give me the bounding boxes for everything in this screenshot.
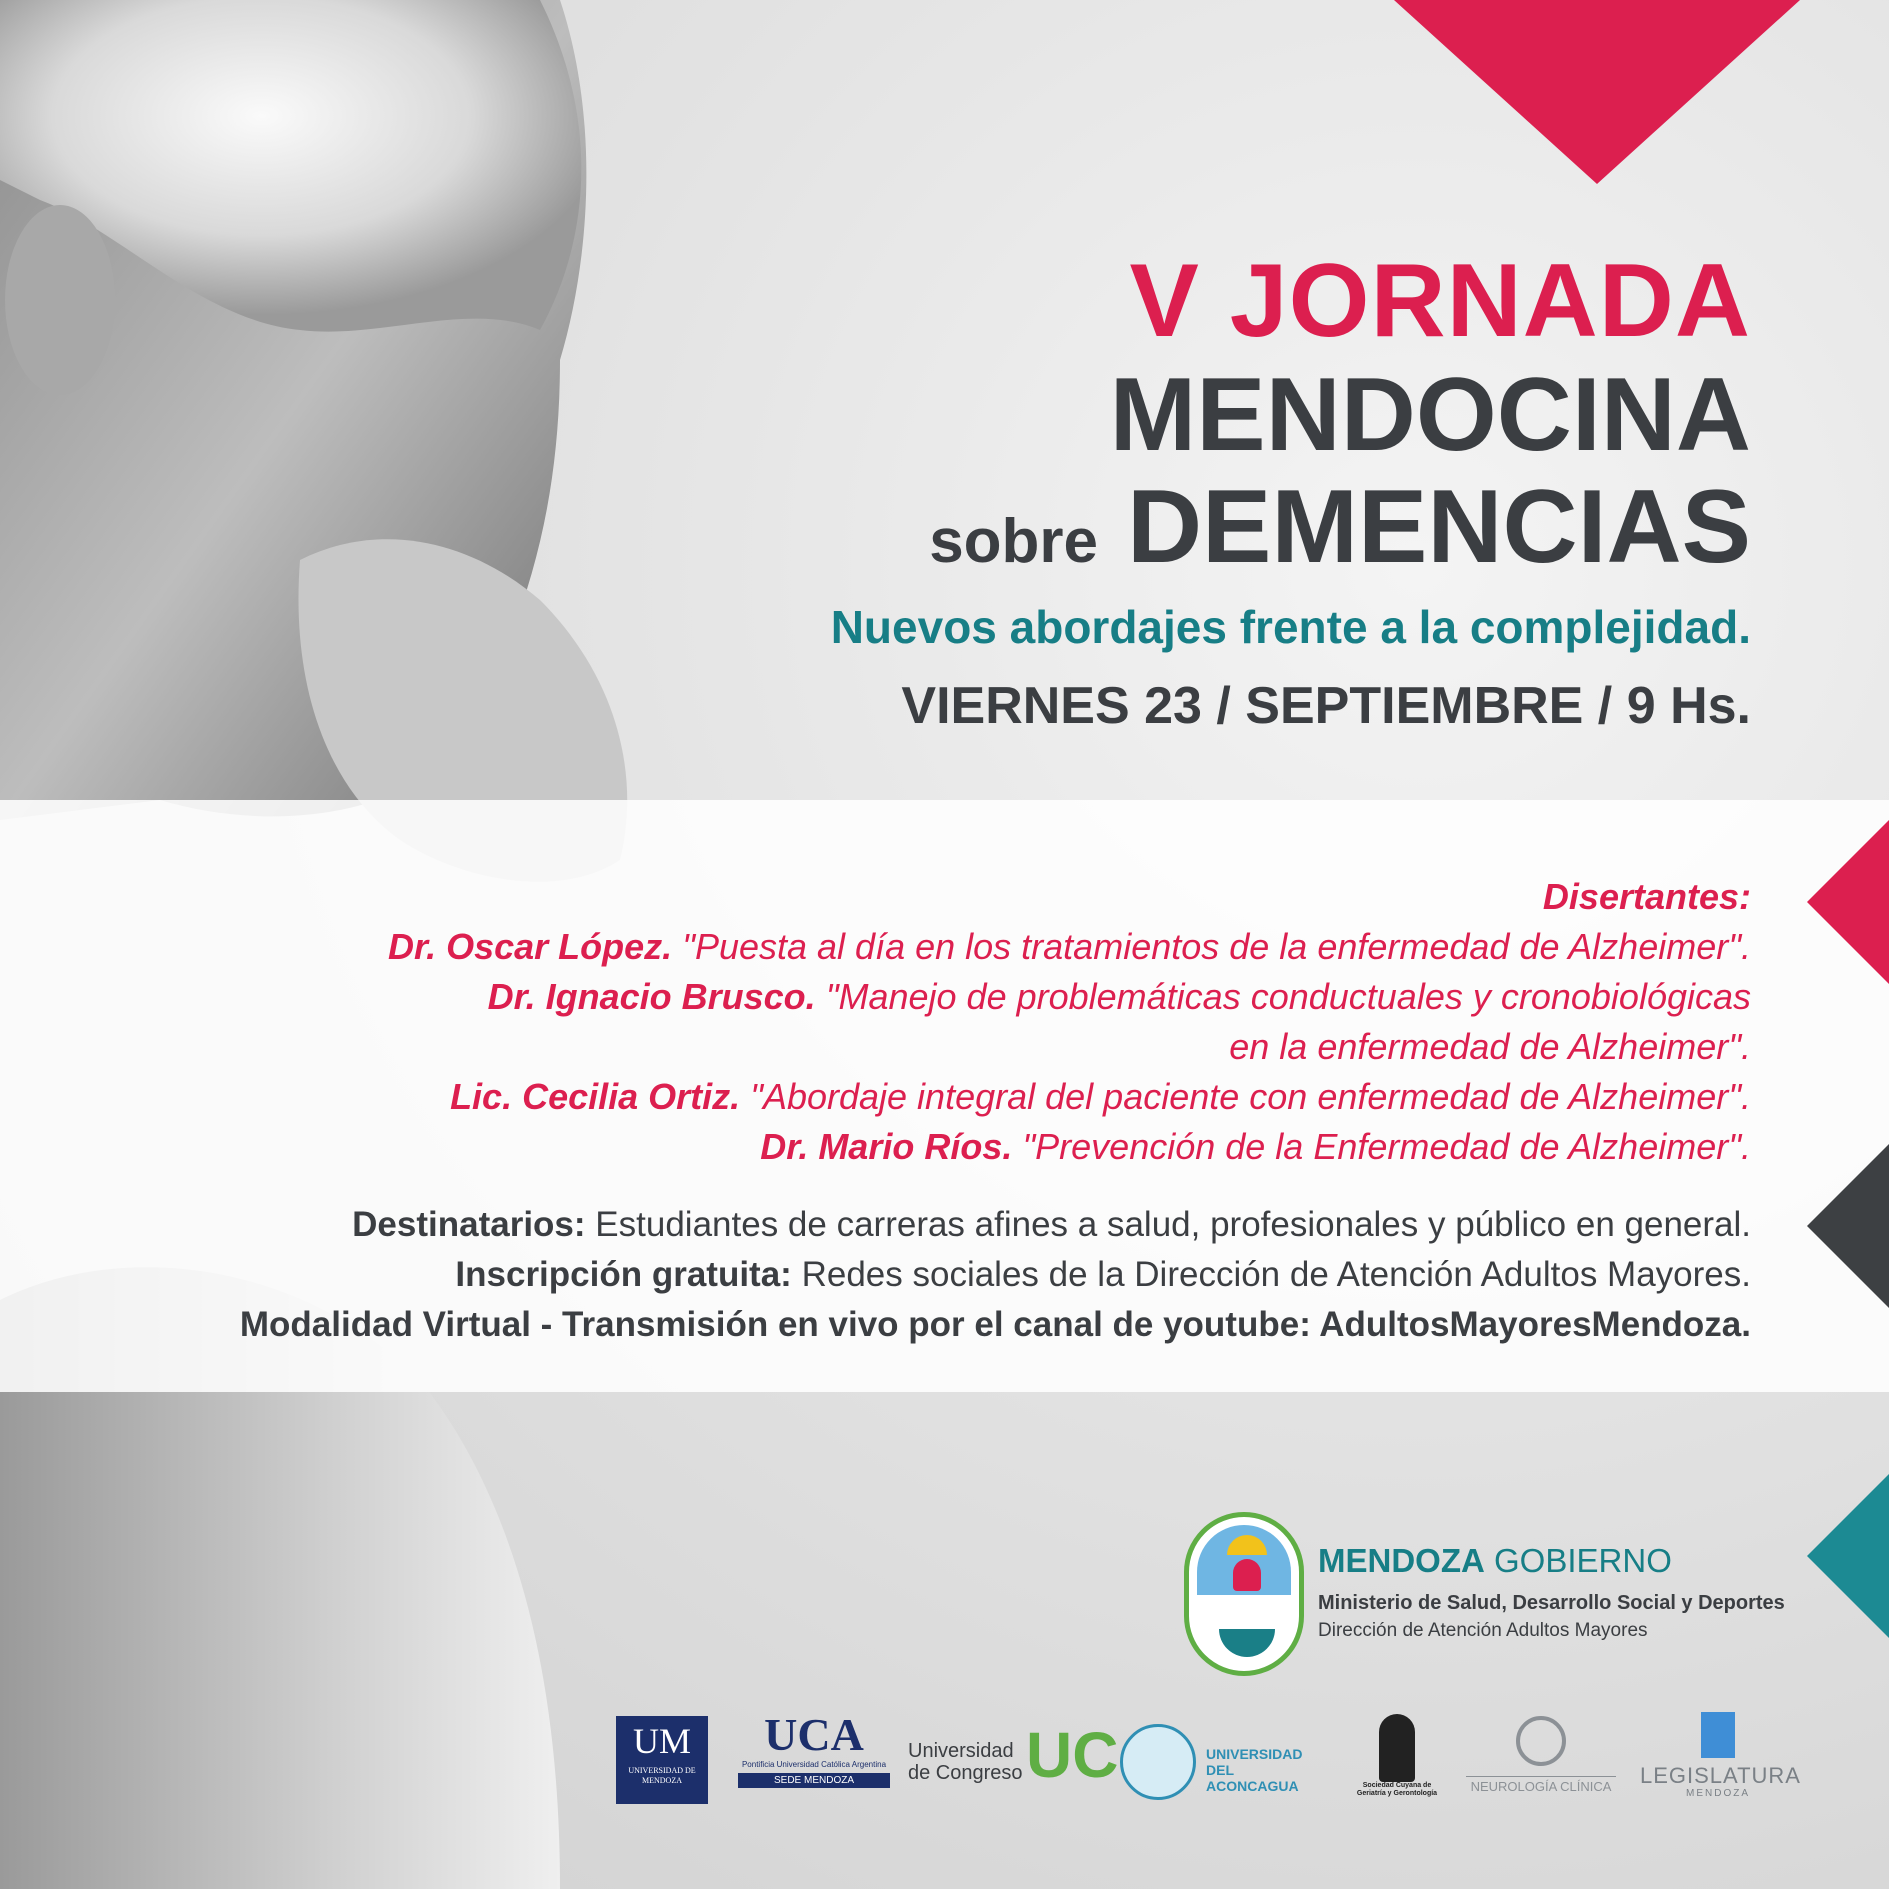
tree-figure-icon	[1379, 1714, 1415, 1782]
building-icon	[1701, 1712, 1735, 1758]
speaker-name: Dr. Oscar López.	[388, 926, 673, 967]
speaker-name: Lic. Cecilia Ortiz.	[450, 1076, 741, 1117]
speaker-talk-continued: en la enfermedad de Alzheimer".	[1229, 1026, 1751, 1067]
audience-line	[240, 1200, 1751, 1250]
registration-line	[240, 1250, 1751, 1300]
um-logo: UM UNIVERSIDAD DE MENDOZA	[616, 1716, 708, 1804]
sponsor-logos	[600, 1710, 1820, 1820]
audience-text: Estudiantes de carreras afines a salud, profesionales y público en general.	[595, 1205, 1751, 1244]
registration-text: Redes sociales de la Dirección de Atención Adultos Mayores.	[801, 1255, 1751, 1294]
registration-label: Inscripción gratuita:	[455, 1255, 792, 1294]
neurologia-clinica-logo: NEUROLOGÍA CLÍNICA	[1466, 1710, 1616, 1810]
speaker-item	[388, 1122, 1751, 1172]
speaker-talk: "Prevención de la Enfermedad de Alzheimer".	[1022, 1126, 1751, 1167]
title-line-1: V JORNADA	[1129, 243, 1751, 359]
modality-text: Modalidad Virtual - Transmisión en vivo por el canal de youtube: AdultosMayoresMendoza.	[239, 1305, 1751, 1344]
brain-circle-icon	[1516, 1716, 1566, 1766]
event-date: VIERNES 23 / SEPTIEMBRE / 9 Hs.	[901, 677, 1751, 735]
speakers-heading: Disertantes:	[1542, 876, 1751, 917]
speaker-talk: "Puesta al día en los tratamientos de la enfermedad de Alzheimer".	[682, 926, 1751, 967]
side-triangle-red	[1807, 820, 1889, 984]
legislatura-logo: LEGISLATURA MENDOZA	[1640, 1710, 1796, 1810]
title-prefix: sobre	[929, 507, 1099, 576]
ministry-name: Ministerio de Salud, Desarrollo Social y Deportes	[1318, 1592, 1785, 1614]
universidad-de-congreso-logo: Universidad de Congreso UC	[908, 1719, 1119, 1791]
direction-name: Dirección de Atención Adultos Mayores	[1318, 1620, 1648, 1641]
modality-line	[240, 1300, 1751, 1350]
government-name: MENDOZA GOBIERNO	[1318, 1542, 1672, 1579]
subtitle: Nuevos abordajes frente a la complejidad.	[830, 601, 1751, 653]
government-logo	[1184, 1512, 1785, 1682]
title-main: DEMENCIAS	[1126, 469, 1751, 585]
speaker-talk: "Manejo de problemáticas conductuales y cronobiológicas	[825, 976, 1751, 1017]
speaker-name: Dr. Ignacio Brusco.	[487, 976, 816, 1017]
side-triangle-teal	[1807, 1474, 1889, 1638]
speakers-block	[388, 872, 1751, 1172]
title-line-3	[929, 468, 1751, 587]
aconcagua-logo: UNIVERSIDAD DEL ACONCAGUA	[1120, 1710, 1330, 1810]
side-triangle-dark	[1807, 1144, 1889, 1308]
top-triangle-decoration	[1394, 0, 1800, 184]
audience-label: Destinatarios:	[352, 1205, 586, 1244]
event-info	[240, 1200, 1751, 1350]
speaker-item	[388, 972, 1751, 1022]
sociedad-geriatria-logo: Sociedad Cuyana de Geriatría y Gerontología	[1352, 1710, 1442, 1810]
uca-logo: UCA Pontificia Universidad Católica Argentina SEDE MENDOZA	[738, 1710, 890, 1810]
aconcagua-seal-icon	[1120, 1724, 1196, 1800]
speaker-name: Dr. Mario Ríos.	[760, 1126, 1013, 1167]
ear-shape	[5, 205, 115, 395]
mendoza-crest-icon	[1184, 1512, 1304, 1676]
speaker-talk: "Abordaje integral del paciente con enfermedad de Alzheimer".	[750, 1076, 1751, 1117]
speaker-item	[388, 1072, 1751, 1122]
title-line-2: MENDOCINA	[1109, 357, 1751, 473]
speaker-item	[388, 922, 1751, 972]
